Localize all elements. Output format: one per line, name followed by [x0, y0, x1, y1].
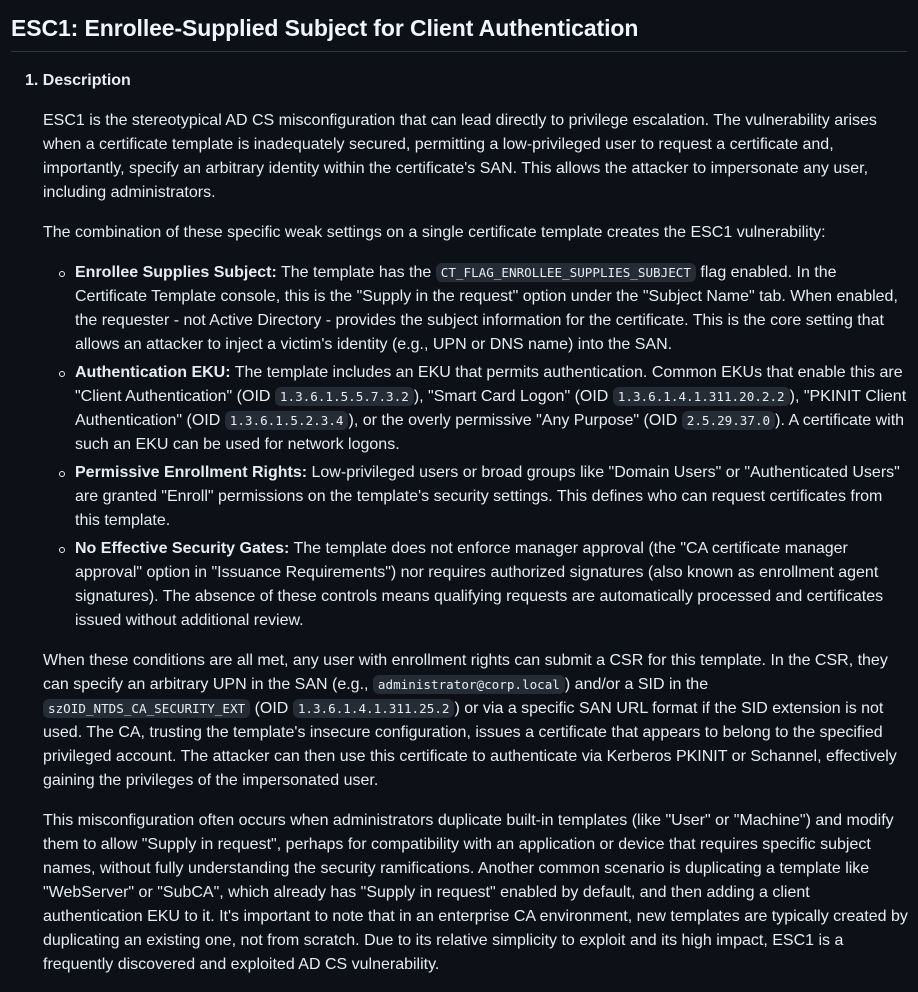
bullet-icon [59, 371, 65, 377]
paragraph-text: (OID [250, 700, 293, 717]
list-item-label: Enrollee Supplies Subject: [75, 264, 277, 281]
list-item-label: No Effective Security Gates: [75, 540, 290, 557]
list-item-text: Low-privileged users or broad groups like "Domain Users" or "Authenticated Users" are granted "Enroll" permissions on the template's security settings. This defines who can request certificates from this template. [75, 464, 900, 529]
inline-code: 2.5.29.37.0 [682, 411, 775, 430]
page-title: ESC1: Enrollee-Supplied Subject for Client Authentication [11, 0, 907, 52]
list-item-authentication-eku [75, 361, 908, 457]
section-body [11, 109, 918, 977]
paragraph-intro: ESC1 is the stereotypical AD CS misconfiguration that can lead directly to privilege escalation. The vulnerability arises when a certificate template is inadequately secured, permitting a low-privileged user to request a certificate and, importantly, specify an arbitrary identity within the certificate's SAN. This allows the attacker to impersonate any user, including administrators. [43, 112, 877, 201]
list-item-text: The template does not enforce manager approval (the "CA certificate manager approval" option in "Issuance Requirements") nor requires authorized signatures (also known as enrollment agent signatures). The absence of these controls means qualifying requests are automatically processed and certificates issued without additional review. [75, 540, 884, 629]
list-item-text: ), or the overly permissive "Any Purpose" (OID [348, 412, 682, 429]
section-description [11, 68, 918, 977]
list-item-label: Permissive Enrollment Rights: [75, 464, 308, 481]
bullet-icon [59, 547, 65, 553]
inline-code: szOID_NTDS_CA_SECURITY_EXT [43, 699, 250, 718]
list-item-label: Authentication EKU: [75, 364, 231, 381]
list-item-enrollee-supplies-subject [75, 261, 908, 357]
paragraph-combination: The combination of these specific weak settings on a single certificate template creates the ESC1 vulnerability: [43, 224, 826, 241]
list-item-text: ). A certificate with such an EKU can be used for network logons. [75, 412, 905, 453]
inline-code: administrator@corp.local [373, 675, 565, 694]
paragraph-text: When these conditions are all met, any user with enrollment rights can submit a CSR for this template. In the CSR, they can specify an arbitrary UPN in the SAN (e.g., [43, 652, 888, 693]
weak-settings-list [43, 261, 908, 633]
paragraph-text: ) or via a specific SAN URL format if the SID extension is not used. The CA, trusting the template's insecure configuration, issues a certificate that appears to belong to the specified privileged account. The attacker can then use this certificate to authenticate via Kerberos PKINIT or Schannel, effectively gaining the privileges of the impersonated user. [43, 700, 897, 789]
paragraph-misconfiguration: This misconfiguration often occurs when administrators duplicate built-in templates (like "User" or "Machine") and modify them to allow "Supply in request", perhaps for compatibility with an application or device that requires specific subject names, without fully understanding the security ramifications. Another common scenario is duplicating a template like "WebServer" or "SubCA", which already has "Supply in request" enabled by default, and then adding a client authentication EKU to it. It's important to note that in an enterprise CA environment, new templates are typically created by duplicating an existing one, not from scratch. Due to its relative simplicity to exploit and its high impact, ESC1 is a frequently discovered and exploited AD CS vulnerability. [43, 812, 908, 973]
section-number: 1. [25, 72, 39, 89]
list-item-text: The template includes an EKU that permits authentication. Common EKUs that enable this are "Client Authentication" (OID [75, 364, 903, 405]
paragraph-conditions-met [43, 649, 908, 793]
inline-code: 1.3.6.1.4.1.311.20.2.2 [613, 387, 790, 406]
bullet-icon [59, 271, 65, 277]
list-item-text: The template has the [276, 264, 436, 281]
inline-code: 1.3.6.1.4.1.311.25.2 [293, 699, 455, 718]
inline-code: 1.3.6.1.5.2.3.4 [225, 411, 349, 430]
list-item-text: ), "PKINIT Client Authentication" (OID [75, 388, 907, 429]
list-item-text: ), "Smart Card Logon" (OID [413, 388, 613, 405]
inline-code: CT_FLAG_ENROLLEE_SUPPLIES_SUBJECT [436, 263, 696, 282]
list-item-text: flag enabled. In the Certificate Template console, this is the "Supply in the request" option under the "Subject Name" tab. When enabled, the requester - not Active Directory - provides the subject information for the certificate. This is the core setting that allows an attacker to inject a victim's identity (e.g., UPN or DNS name) into the SAN. [75, 264, 898, 353]
bullet-icon [59, 471, 65, 477]
section-heading [25, 68, 918, 94]
paragraph-text: ) and/or a SID in the [564, 676, 709, 693]
list-item-permissive-enrollment-rights [75, 461, 908, 533]
section-heading-text: Description [42, 72, 131, 89]
inline-code: 1.3.6.1.5.5.7.3.2 [275, 387, 414, 406]
list-item-no-effective-security-gates [75, 537, 908, 633]
